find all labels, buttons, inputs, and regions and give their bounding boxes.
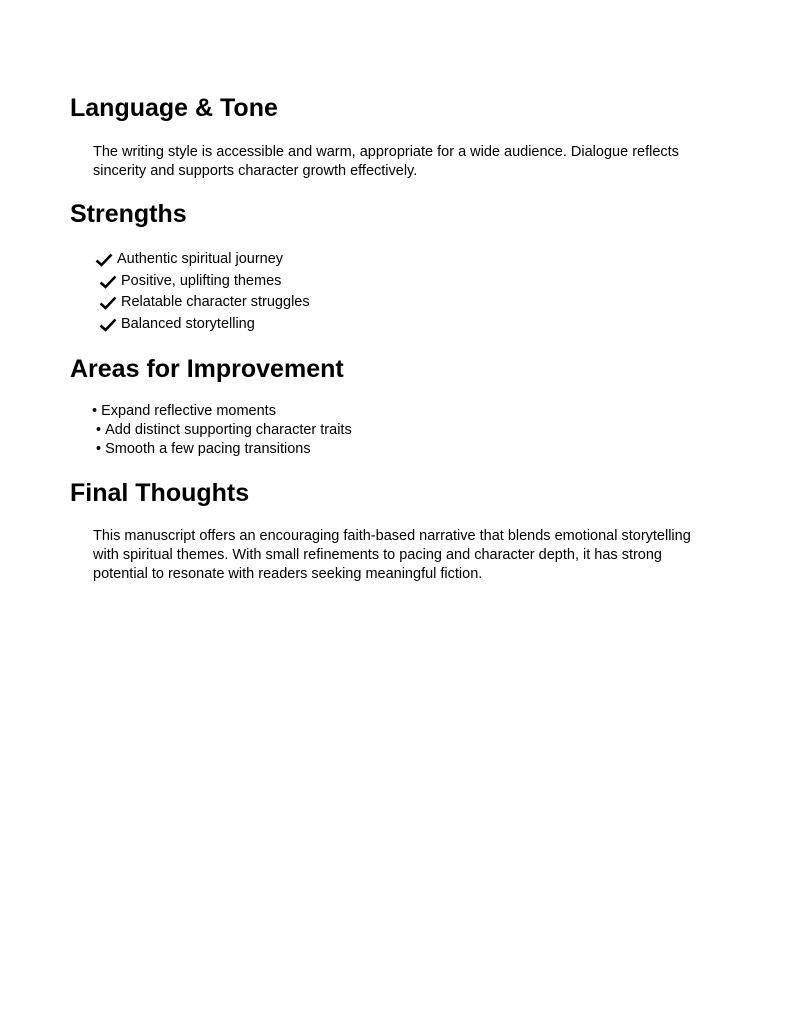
bullet-glyph: • <box>92 403 98 419</box>
heading-areas-for-improvement: Areas for Improvement <box>70 355 344 383</box>
bullet-glyph: • <box>96 422 102 438</box>
heading-language-tone: Language & Tone <box>70 94 278 122</box>
list-item <box>95 249 310 271</box>
strengths-list <box>95 249 310 336</box>
improvement-label: Expand reflective moments <box>101 403 276 419</box>
checkmark-icon <box>95 253 113 267</box>
improvement-list <box>92 402 352 459</box>
heading-final-thoughts: Final Thoughts <box>70 479 250 507</box>
list-item <box>92 402 352 421</box>
list-item <box>95 314 310 336</box>
checkmark-icon <box>99 275 117 289</box>
checkmark-icon <box>99 296 117 310</box>
list-item <box>92 421 352 440</box>
improvement-label: Smooth a few pacing transitions <box>105 441 311 457</box>
strength-label: Relatable character struggles <box>121 294 310 311</box>
list-item <box>95 292 310 314</box>
heading-strengths: Strengths <box>70 200 187 228</box>
language-tone-paragraph: The writing style is accessible and warm, appropriate for a wide audience. Dialogue reflects sincerity and supports character growth effectively. <box>93 144 679 179</box>
list-item <box>92 440 352 459</box>
list-item <box>95 271 310 293</box>
bullet-glyph: • <box>96 441 102 457</box>
strength-label: Positive, uplifting themes <box>121 272 282 289</box>
strength-label: Balanced storytelling <box>121 316 255 333</box>
improvement-label: Add distinct supporting character traits <box>105 422 352 438</box>
final-thoughts-paragraph: This manuscript offers an encouraging faith-based narrative that blends emotional storytelling with spiritual themes. With small refinements to pacing and character depth, it has strong potential to resonate with readers seeking meaningful fiction. <box>93 528 691 582</box>
checkmark-icon <box>99 318 117 332</box>
strength-label: Authentic spiritual journey <box>117 251 284 267</box>
